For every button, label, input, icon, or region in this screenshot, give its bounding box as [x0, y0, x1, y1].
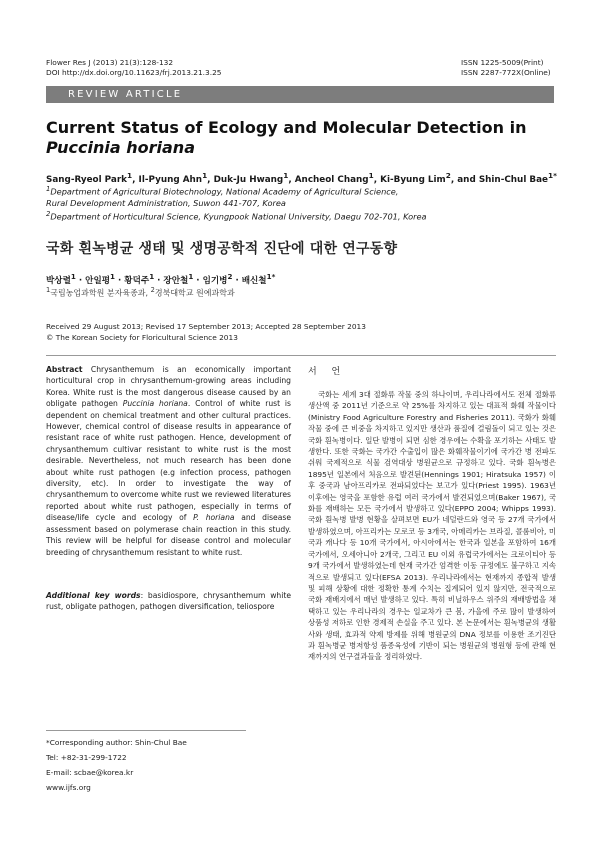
keywords-text: : basidiospore, chrysanthemum white rust, obligate pathogen, pathogen diversification, teliospore: [46, 591, 291, 612]
email-link[interactable]: E-mail: scbae@korea.kr: [46, 768, 134, 777]
history-dates: Received 29 August 2013; Revised 17 September 2013; Accepted 28 September 2013: [46, 322, 366, 331]
author-affil-mark: 1: [202, 171, 208, 180]
affil-text: Department of Agricultural Biotechnology, National Academy of Agricultural Science,: [50, 186, 399, 197]
korean-affiliations: [46, 285, 235, 299]
affil-text: Department of Horticultural Science, Kyungpook National University, Daegu 702-701, Korea: [50, 211, 427, 222]
website-link[interactable]: www.ijfs.org: [46, 783, 91, 792]
keywords-label: Additional key words: [46, 591, 141, 600]
korean-author-name: 박상렬: [46, 275, 71, 286]
author-affil-mark: 1: [368, 171, 374, 180]
affiliations: [46, 184, 561, 222]
author-affil-mark: 2: [445, 171, 451, 180]
correspondence: [46, 735, 187, 795]
issn-header: [461, 58, 551, 78]
species-name: Puccinia horiana: [122, 399, 188, 409]
abstract-label: Abstract: [46, 365, 83, 374]
issn-online: ISSN 2287-772X(Online): [461, 68, 551, 77]
abstract-text: . Control of white rust is dependent on chemical treatment and other cultural practices. However, chemical control of disease results in appearance of resistant race of white rust pathogen. Hence, development of chrysanthemum cultivar resistant to white rust is the most desirable. Nevertheless, not much research has been done about white rust pathogen (e.g infection process, pathogen diversity, etc). In order to investigate the way of chrysanthemum to overcome white rust we reviewed literatures reported about white rust pathogen, especially in terms of disease/life cycle and ecology of: [46, 399, 291, 523]
corresponding-author: *Corresponding author: Shin-Chul Bae: [46, 738, 187, 747]
title-line: Current Status of Ecology and Molecular Detection in: [46, 118, 527, 137]
affil-mark: 1: [46, 185, 51, 193]
korean-author-name: 장안철: [163, 275, 189, 286]
telephone: Tel: +82-31-299-1722: [46, 753, 127, 762]
abstract-text: Chrysanthemum is an economically important horticultural crop in chrysanthemum-growing areas including Korea. White rust is the most dangerous disease caused by an obligate pathogen: [46, 365, 291, 409]
journal-citation: Flower Res J (2013) 21(3):128-132: [46, 58, 174, 67]
intro-body: 국화는 세계 3대 절화류 작물 중의 하나이며, 우리나라에서도 전체 절화류 생산액 중 2011년 기준으로 약 25%를 차지하고 있는 대표적 화훼 작물이다(Ministry Food Agriculture Forestry and Fisheries 2011). 국화가 화훼작물 중에 큰 비중을 차지하고 있지만 생산과 품질에 걸림돌이 되고 있는 것은 국화 흰녹병이다. 일단 발병이 되면 심한 경우에는 수확을 포기하는 사태도 발생한다. 또한 국화는 국가간 수출입이 많은 화훼작물이기에 국가간 병 전파도 쉬워 국제적으로 식물 검역대상 병원균으로 규정하고 있다. 국화 흰녹병은 1895년 일본에서 처음으로 발견된(Hennings 1901; Hiratsuka 1957) 이후 중국과 남아프리카로 전파되었다는 보고가 있다(Priest 1995). 1963년 이후에는 영국을 포함한 유럽 여러 국가에서 발견되었으며(Baker 1967), 국화를 재배하는 모든 국가에서 발생하고 있다(EPPO 2004; Whipps 1993). 국화 흰녹병 발병 현황을 살펴보면 EU가 네덜란드와 영국 등 27개 국가에서 발생하였으며, 아프리카는 모로코 등 3개국, 아메리카는 브라질, 콜롬비아, 미국과 캐나다 등 10개 국가에서, 아시아에서는 한국과 일본을 포함하여 16개 국가에서, 오세아니아 2개국, 그리고 EU 이외 유럽국가에서는 크로이티아 등 9개 국가에서 발생하였는데 현재 국가간 엄격한 이동 규정에도 불구하고 지속적으로 발생되고 있다(EFSA 2013). 우리나라에서는 현재까지 종합적 발생 및 피해 상황에 대한 정확한 통계 수치는 집계되어 있지 않지만, 전국적으로 국화 재배지에서 매년 발생하고 있다. 특히 비닐하우스 위주의 재배방법을 채택하고 있는 우리나라의 경우는 일교차가 큰 봄, 가을에 주로 많이 발생하여 상품성 저하로 인한 경제적 손실을 주고 있다. 본 논문에서는 흰녹병균의 생활사와 생태, 효과적 약제 방제를 위해 병원균의 DNA 정보를 이용한 조기진단과 흰녹병균 병저항성 품종육성에 기반이 되는 병원균의 병원형 등에 관해 현재까지의 연구결과들을 정리하였다.: [308, 390, 556, 662]
author-affil-mark: 1*: [266, 272, 276, 281]
abstract-text: and disease assessment based on polymerase chain reaction in this study. This review will be helpful for disease control and molecular breeding of chrysanthemum resistant to white rust.: [46, 513, 292, 557]
article-type-banner: REVIEW ARTICLE: [46, 86, 554, 103]
intro-heading: 서 언: [308, 367, 347, 377]
author-name: Duk-Ju Hwang: [213, 174, 284, 185]
journal-header: [46, 58, 221, 78]
author-name: Ancheol Chang: [294, 174, 369, 185]
keywords: [46, 590, 291, 613]
affil-mark: 2: [46, 209, 51, 218]
author-affil-mark: 1: [283, 171, 289, 180]
affiliation-2: [46, 209, 561, 223]
affiliation-1-cont: Rural Development Administration, Suwon 441-707, Korea: [46, 197, 286, 208]
article-title: [46, 118, 556, 157]
title-species: Puccinia horiana: [46, 137, 195, 157]
affiliation-1: [46, 184, 561, 198]
author-affil-mark: 1: [188, 272, 194, 281]
copyright: © The Korean Society for Floricultural Science 2013: [46, 333, 238, 342]
species-name: P. horiana: [193, 513, 235, 523]
affil-mark: 2: [150, 286, 155, 294]
article-dates: [46, 321, 366, 343]
korean-author-name: 안일평: [85, 275, 111, 286]
issn-print: ISSN 1225-5009(Print): [461, 58, 544, 67]
korean-author-name: 황덕주: [124, 275, 150, 286]
korean-author-name: 임기병: [202, 275, 228, 286]
author-affil-mark: 1*: [548, 171, 557, 180]
section-divider: [46, 355, 556, 356]
author-affil-mark: 1: [127, 171, 133, 180]
affil-text: 국립농업과학원 분자육종과,: [50, 288, 151, 298]
author-name: Sang-Ryeol Park: [46, 174, 128, 185]
author-affil-mark: 1: [149, 272, 155, 281]
footnote-divider: [46, 730, 246, 731]
author-affil-mark: 1: [70, 272, 76, 281]
author-list: Sang-Ryeol Park$^1$, Il-Pyung Ahn$^1$, Duk-Ju Hwang$^1$, Ancheol Chang$^1$, Ki-Byung Lim$^2$, and Shin-Chul Bae$^{1*}$: [46, 171, 557, 185]
affil-mark: 1: [46, 286, 51, 294]
author-name: Shin-Chul Bae: [478, 174, 549, 185]
doi-link[interactable]: DOI http://dx.doi.org/10.11623/frj.2013.21.3.25: [46, 68, 222, 77]
author-name: Ki-Byung Lim: [380, 174, 446, 185]
korean-title: 국화 흰녹병균 생태 및 생명공학적 진단에 대한 연구동향: [46, 241, 398, 257]
affil-text: 경북대학교 원예과학과: [154, 288, 235, 298]
korean-author-name: 배신철: [241, 275, 267, 286]
author-affil-mark: 1: [110, 272, 116, 281]
abstract: [46, 364, 291, 558]
korean-author-list: 박상렬$^1$ · 안일평$^1$ · 황덕주$^1$ · 장안철$^1$ · 임기병$^2$ · 배신철$^{1*}$: [46, 272, 276, 286]
author-name: Il-Pyung Ahn: [138, 174, 203, 185]
author-affil-mark: 2: [227, 272, 233, 281]
